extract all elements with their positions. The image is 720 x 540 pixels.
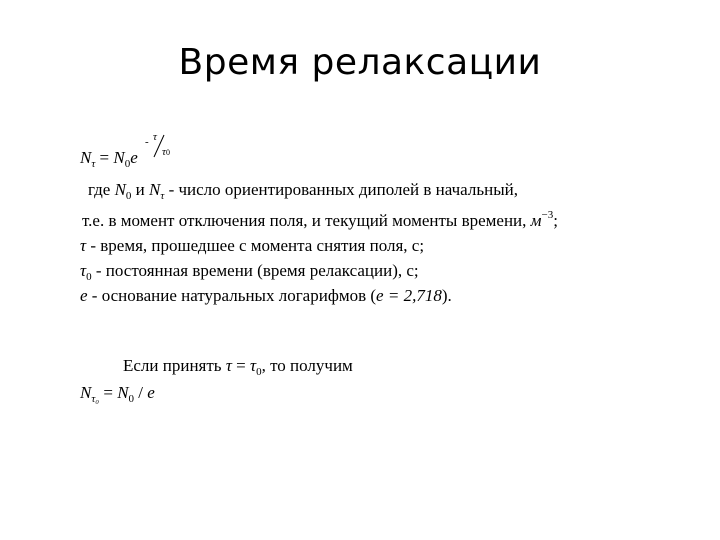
formula1-exp-den-tau: τ <box>162 146 166 158</box>
formula1-base: e <box>130 148 138 167</box>
formula2-eq: = <box>99 383 118 402</box>
line1-rest: - число ориентированных диполей в начальный, <box>164 180 518 199</box>
line-tau0 <box>80 261 419 281</box>
line5-sym: e <box>80 286 88 305</box>
line1-n0-sub: 0 <box>125 190 132 202</box>
formula2-rhs-sub: 0 <box>128 393 135 405</box>
line5-eq: e = 2,718 <box>376 286 442 305</box>
if-suffix: , то получим <box>261 356 353 375</box>
if-tau0: τ <box>250 356 257 375</box>
line-definition-n <box>88 180 518 200</box>
line2-end: ; <box>553 211 558 230</box>
slide-title: Время релаксации <box>178 42 542 83</box>
line5-end: ). <box>441 286 452 305</box>
if-tau: τ <box>225 356 232 375</box>
line3-text: - время, прошедшее с момента снятия поля, с; <box>86 236 425 255</box>
formula-decay <box>80 148 138 168</box>
formula1-exp-den <box>162 146 170 158</box>
line2-text: т.е. в момент отключения поля, и текущий моменты времени, <box>82 211 531 230</box>
formula2-lhs-sub: τ₀ <box>91 393 100 405</box>
formula1-lhs-sub: τ <box>91 158 96 170</box>
line-if-tau-equals-tau0 <box>123 356 353 376</box>
line4-sym-sub: 0 <box>86 271 92 283</box>
formula1-exp-sign: - <box>145 136 149 148</box>
line2-unit-exp: −3 <box>541 209 554 221</box>
line-tau <box>80 236 424 256</box>
formula2-div: / <box>134 383 148 402</box>
line-moment <box>82 211 558 231</box>
formula2-rhs: N <box>117 383 129 402</box>
if-tau0-sub: 0 <box>256 366 262 378</box>
line1-nt-sub: τ <box>160 190 165 202</box>
formula1-eq: = <box>95 148 114 167</box>
if-eq: = <box>231 356 250 375</box>
line1-n0: N <box>114 180 126 199</box>
line1-prefix: где <box>88 180 115 199</box>
formula2-lhs: N <box>80 383 92 402</box>
if-prefix: Если принять <box>123 356 226 375</box>
formula1-rhs: N <box>113 148 125 167</box>
formula-result <box>80 383 155 403</box>
formula1-rhs-sub: 0 <box>124 158 131 170</box>
line4-sym: τ <box>80 261 87 280</box>
line2-unit: м <box>530 211 542 230</box>
line1-and: и <box>131 180 150 199</box>
formula1-exp-num: τ <box>153 131 157 143</box>
line-e <box>80 286 452 306</box>
formula1-lhs: N <box>80 148 92 167</box>
line3-sym: τ <box>80 236 87 255</box>
line1-nt: N <box>149 180 161 199</box>
line4-text: - постоянная времени (время релаксации), с; <box>91 261 419 280</box>
formula2-e: e <box>147 383 155 402</box>
formula1-exp-den-sub: 0 <box>165 148 170 157</box>
line5-text: - основание натуральных логарифмов ( <box>87 286 377 305</box>
